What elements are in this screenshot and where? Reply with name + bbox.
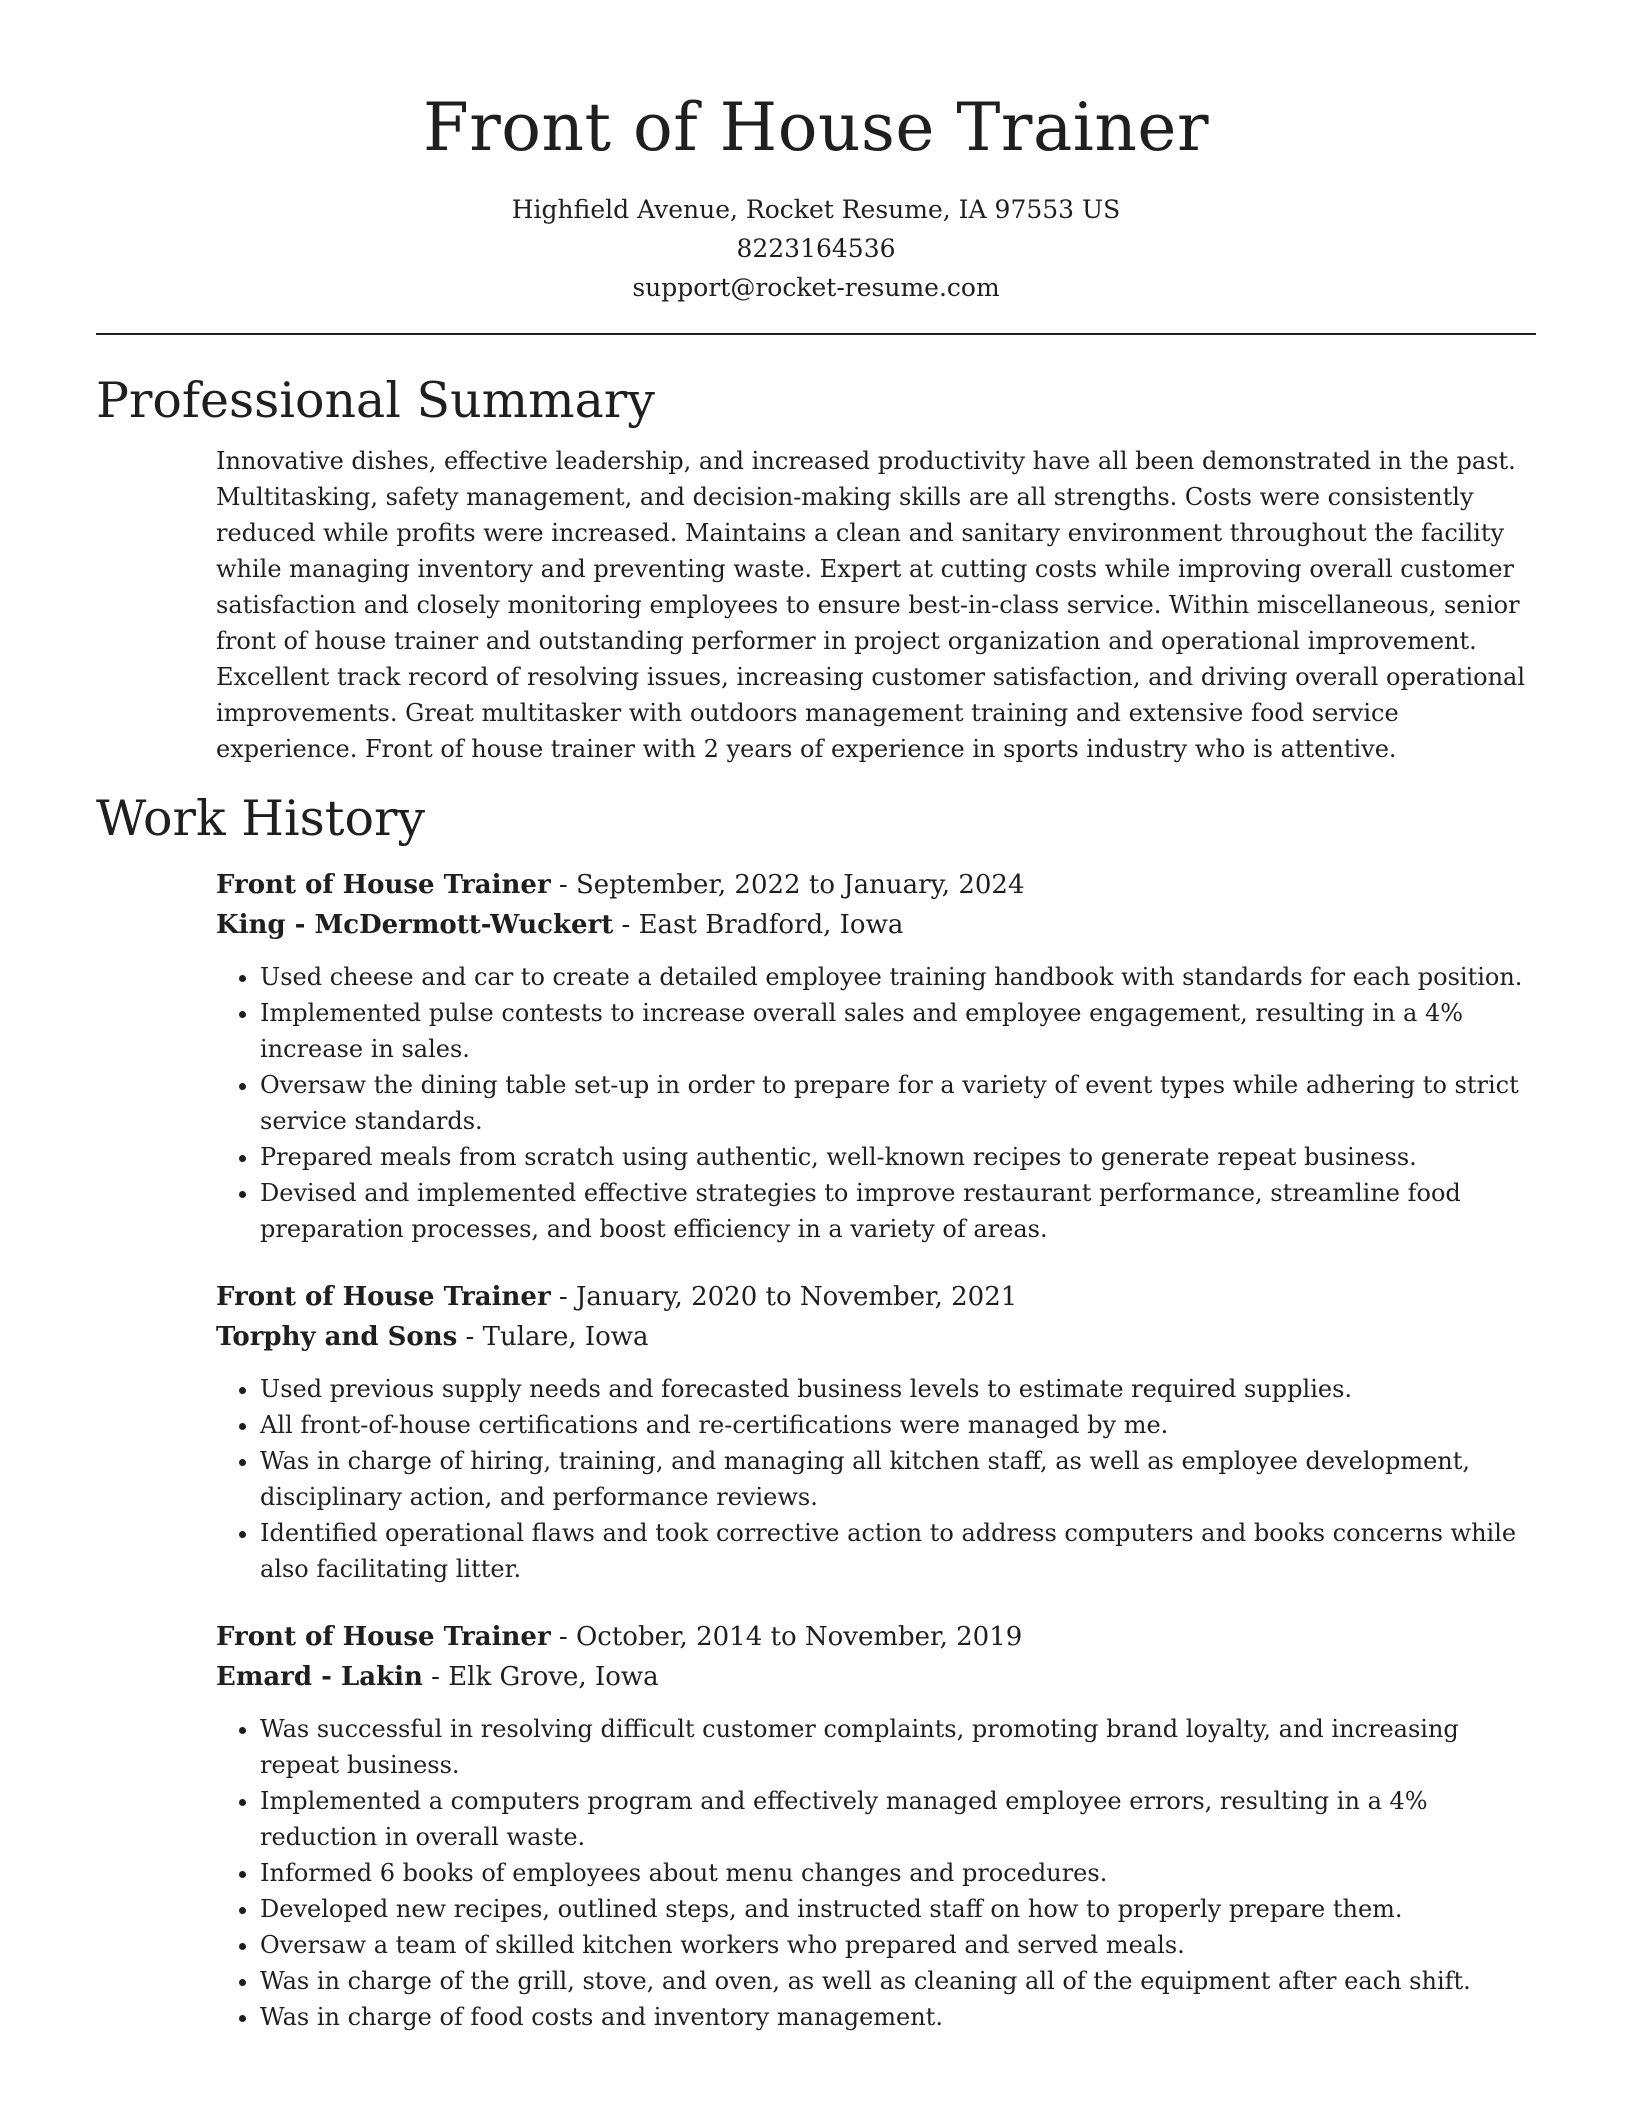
job-entry	[216, 1617, 1536, 2035]
job-location: - Elk Grove, Iowa	[422, 1662, 659, 1692]
job-bullet: • Oversaw a team of skilled kitchen workers who prepared and served meals.	[260, 1927, 1536, 1963]
job-title-line	[216, 1617, 1536, 1657]
contact-phone: 8223164536	[736, 234, 896, 263]
job-company: Torphy and Sons	[216, 1322, 458, 1352]
job-bullet: • Developed new recipes, outlined steps, and instructed staff on how to properly prepare them.	[260, 1891, 1536, 1927]
resume-name: Front of House Trainer	[422, 89, 1210, 166]
job-entry	[216, 1277, 1536, 1587]
job-bullet: • Prepared meals from scratch using authentic, well-known recipes to generate repeat business.	[260, 1139, 1536, 1175]
job-bullets	[216, 1371, 1536, 1587]
job-company: Emard - Lakin	[216, 1662, 423, 1692]
job-bullet: • Used cheese and car to create a detailed employee training handbook with standards for each position.	[260, 959, 1536, 995]
job-bullet: • Identified operational flaws and took corrective action to address computers and books concerns while also facilitating litter.	[260, 1515, 1536, 1587]
work-history-heading: Work History	[96, 790, 426, 847]
job-bullet: • Devised and implemented effective strategies to improve restaurant performance, streamline food preparation processes, and boost efficiency in a variety of areas.	[260, 1175, 1536, 1247]
job-location: - East Bradford, Iowa	[613, 910, 904, 940]
job-role: Front of House Trainer	[216, 1622, 551, 1652]
job-bullet: • Implemented pulse contests to increase overall sales and employee engagement, resulting in a 4% increase in sales.	[260, 995, 1536, 1067]
job-company-line	[216, 905, 1536, 945]
job-bullet: • Was in charge of hiring, training, and managing all kitchen staff, as well as employee development, disciplinary action, and performance reviews.	[260, 1443, 1536, 1515]
job-bullet: • All front-of-house certifications and re-certifications were managed by me.	[260, 1407, 1536, 1443]
job-title-line	[216, 865, 1536, 905]
job-role: Front of House Trainer	[216, 1282, 551, 1312]
resume-page	[96, 0, 1536, 2035]
contact-address: Highfield Avenue, Rocket Resume, IA 97553 US	[511, 195, 1121, 224]
job-bullets	[216, 1711, 1536, 2035]
contact-block	[96, 190, 1536, 307]
summary-heading: Professional Summary	[96, 372, 655, 429]
job-location: - Tulare, Iowa	[457, 1322, 649, 1352]
job-company: King - McDermott-Wuckert	[216, 910, 614, 940]
job-bullet: • Implemented a computers program and effectively managed employee errors, resulting in a 4% reduction in overall waste.	[260, 1783, 1536, 1855]
job-company-line	[216, 1317, 1536, 1357]
job-company-line	[216, 1657, 1536, 1697]
job-bullet: • Informed 6 books of employees about menu changes and procedures.	[260, 1855, 1536, 1891]
job-entry	[216, 865, 1536, 1247]
job-dates: - January, 2020 to November, 2021	[550, 1282, 1018, 1312]
job-title-line	[216, 1277, 1536, 1317]
job-bullets	[216, 959, 1536, 1247]
job-role: Front of House Trainer	[216, 870, 551, 900]
job-dates: - October, 2014 to November, 2019	[550, 1622, 1023, 1652]
job-dates: - September, 2022 to January, 2024	[550, 870, 1025, 900]
contact-email: support@rocket-resume.com	[632, 273, 1000, 302]
job-bullet: • Was in charge of food costs and inventory management.	[260, 1999, 1536, 2035]
header-divider	[96, 333, 1536, 335]
job-bullet: • Was successful in resolving difficult customer complaints, promoting brand loyalty, and increasing repeat business.	[260, 1711, 1536, 1783]
job-bullet: • Used previous supply needs and forecasted business levels to estimate required supplies.	[260, 1371, 1536, 1407]
summary-text: Innovative dishes, effective leadership, and increased productivity have all been demonstrated in the past. Multitasking, safety management, and decision-making skills are all strengths. Costs were consistently reduced while profits were increased. Maintains a clean and sanitary environment throughout the facility while managing inventory and preventing waste. Expert at cutting costs while improving overall customer satisfaction and closely monitoring employees to ensure best-in-class service. Within miscellaneous, senior front of house trainer and outstanding performer in project organization and operational improvement. Excellent track record of resolving issues, increasing customer satisfaction, and driving overall operational improvements. Great multitasker with outdoors management training and extensive food service experience. Front of house trainer with 2 years of experience in sports industry who is attentive.	[216, 447, 1526, 763]
job-bullet: • Oversaw the dining table set-up in order to prepare for a variety of event types while adhering to strict service standards.	[260, 1067, 1536, 1139]
job-bullet: • Was in charge of the grill, stove, and oven, as well as cleaning all of the equipment after each shift.	[260, 1963, 1536, 1999]
